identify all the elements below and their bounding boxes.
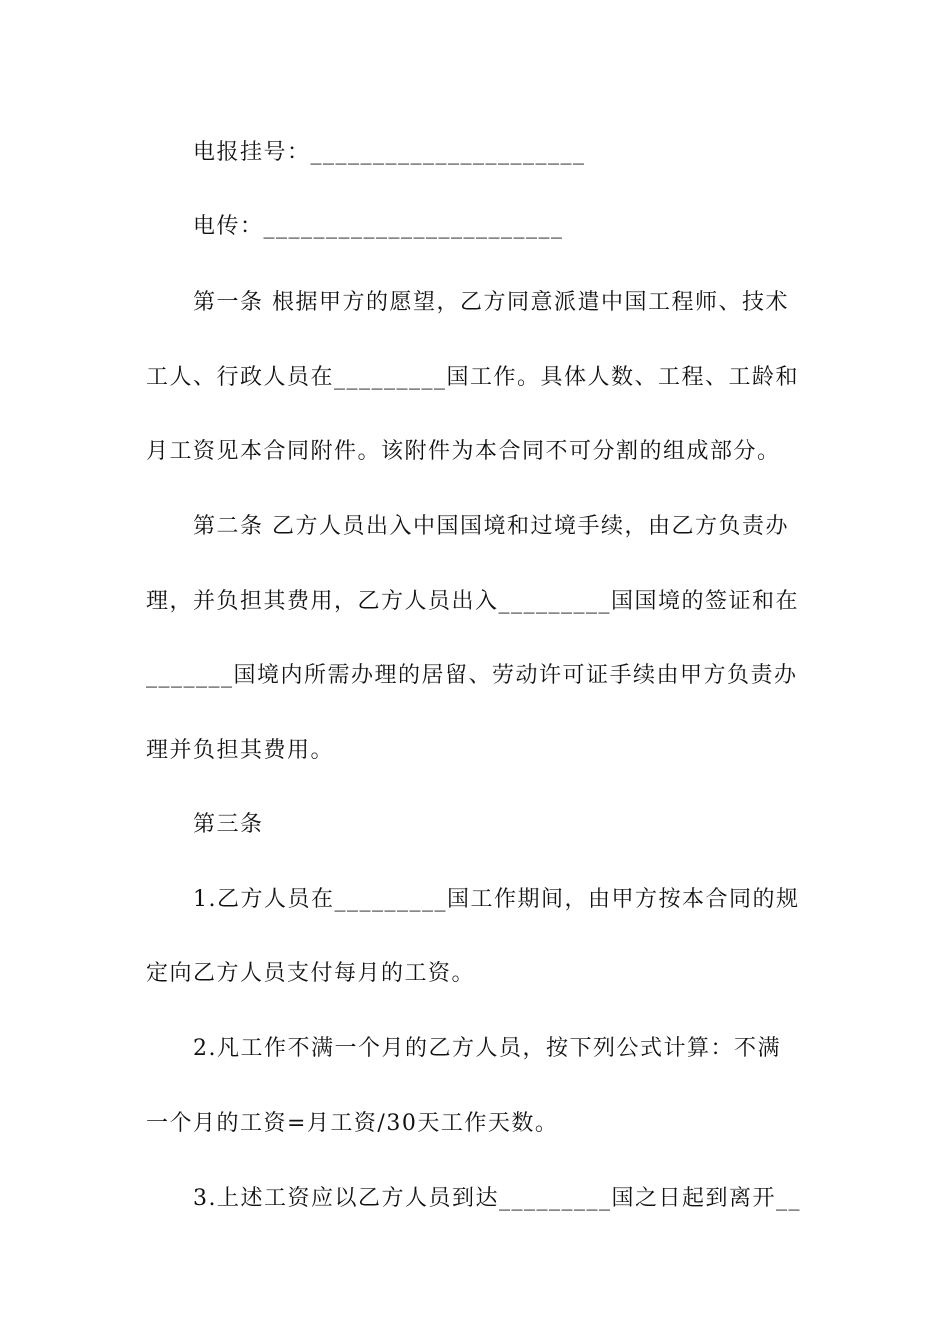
article-1-line-1: 第一条 根据甲方的愿望，乙方同意派遣中国工程师、技术 (193, 290, 789, 315)
article-3-item-3-line-1: 3.上述工资应以乙方人员到达_________国之日起到离开__ (193, 1186, 801, 1211)
article-1-line-3: 月工资见本合同附件。该附件为本合同不可分割的组成部分。 (146, 439, 781, 464)
article-2-line-1: 第二条 乙方人员出入中国国境和过境手续，由乙方负责办 (193, 514, 789, 539)
article-2-line-4: 理并负担其费用。 (146, 738, 335, 763)
telex-line: 电传：________________________ (193, 214, 564, 239)
telegraph-address-line: 电报挂号：______________________ (193, 140, 586, 165)
article-1-line-2: 工人、行政人员在_________国工作。具体人数、工程、工龄和 (146, 365, 800, 390)
article-3-item-1-line-1: 1.乙方人员在_________国工作期间，由甲方按本合同的规 (193, 887, 800, 912)
article-3-heading: 第三条 (193, 812, 264, 837)
article-2-line-3: _______国境内所需办理的居留、劳动许可证手续由甲方负责办 (146, 663, 798, 688)
article-3-item-2-line-1: 2.凡工作不满一个月的乙方人员，按下列公式计算：不满 (193, 1036, 781, 1061)
article-3-item-1-line-2: 定向乙方人员支付每月的工资。 (146, 961, 476, 986)
article-3-item-2-line-2: 一个月的工资=月工资/30天工作天数。 (146, 1111, 559, 1136)
article-2-line-2: 理，并负担其费用，乙方人员出入_________国国境的签证和在 (146, 589, 800, 614)
